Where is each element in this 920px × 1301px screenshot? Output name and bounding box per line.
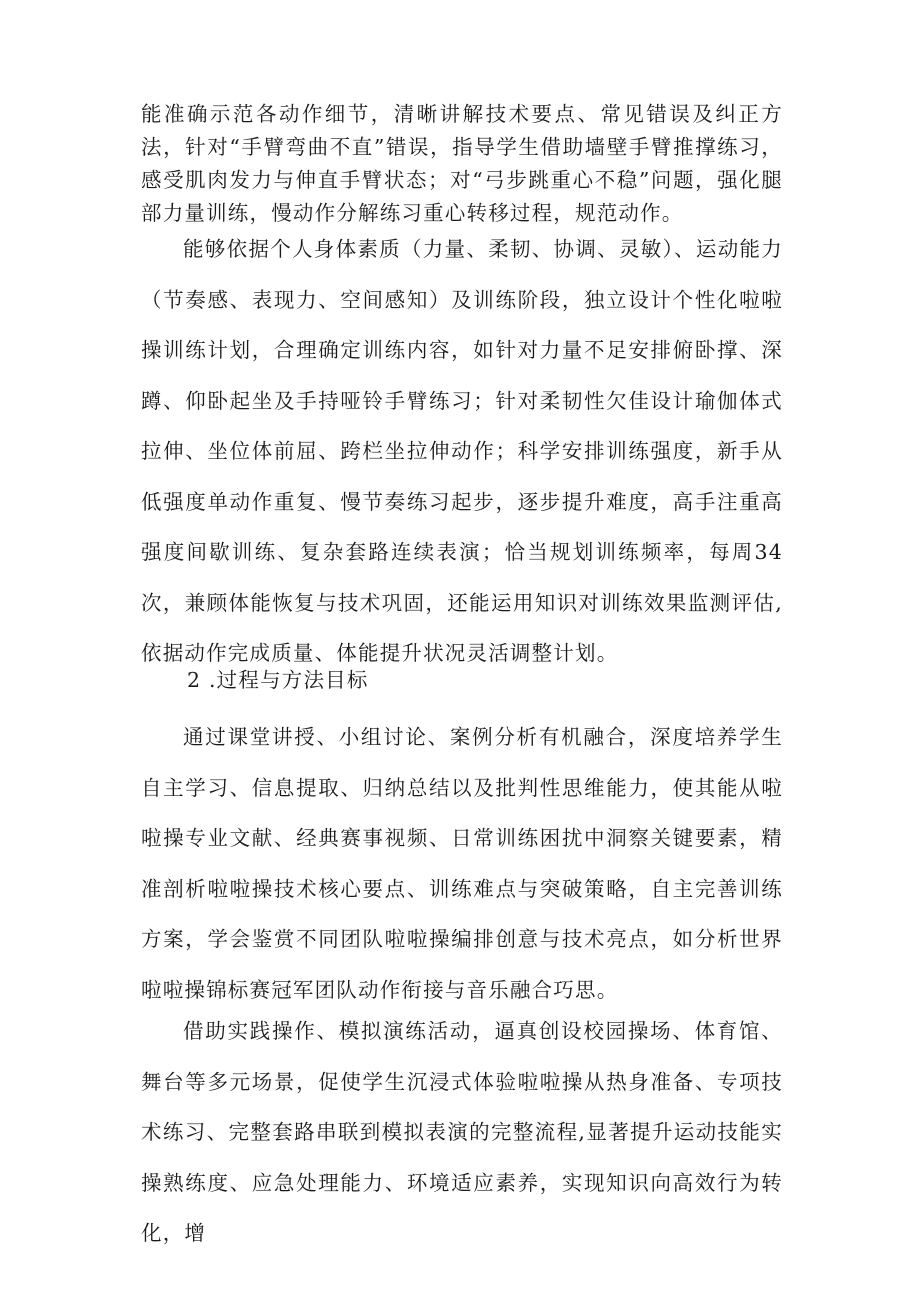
paragraph-correction-methods: 能准确示范各动作细节，清晰讲解技术要点、常见错误及纠正方法，针对“手臂弯曲不直”错误，指导学生借助墙壁手臂推撑练习，感受肌肉发力与伸直手臂状态；对“弓步跳重心不稳”问题，强化腿部力量训练，慢动作分解练习重心转移过程，规范动作。 xyxy=(141,102,783,225)
paragraph-practice-activities: 借助实践操作、模拟演练活动，逼真创设校园操场、体育馆、舞台等多元场景，促使学生沉浸式体验啦啦操从热身准备、专项技术练习、完整套路串联到模拟表演的完整流程,显著提升运动技能实操熟练度、应急处理能力、环境适应素养，实现知识向高效行为转化，增 xyxy=(141,1019,783,1245)
paragraph-learning-methods: 通过课堂讲授、小组讨论、案例分析有机融合，深度培养学生自主学习、信息提取、归纳总结以及批判性思维能力，使其能从啦啦操专业文献、经典赛事视频、日常训练困扰中洞察关键要素，精准剖析啦啦操技术核心要点、训练难点与突破策略，自主完善训练方案，学会鉴赏不同团队啦啦操编排创意与技术亮点，如分析世界啦啦操锦标赛冠军团队动作衔接与音乐融合巧思。 xyxy=(141,725,783,1002)
section-heading: 2 .过程与方法目标 xyxy=(187,668,369,692)
paragraph-training-plan: 能够依据个人身体素质（力量、柔韧、协调、灵敏）、运动能力（节奏感、表现力、空间感知）及训练阶段，独立设计个性化啦啦操训练计划，合理确定训练内容，如针对力量不足安排俯卧撑、深蹲、仰卧起坐及手持哑铃手臂练习；针对柔韧性欠佳设计瑜伽体式拉伸、坐位体前屈、跨栏坐拉伸动作；科学安排训练强度，新手从低强度单动作重复、慢节奏练习起步，逐步提升难度，高手注重高强度间歇训练、复杂套路连续表演；恰当规划训练频率，每周34次，兼顾体能恢复与技术巩固，还能运用知识对训练效果监测评估,依据动作完成质量、体能提升状况灵活调整计划。 xyxy=(141,237,783,665)
